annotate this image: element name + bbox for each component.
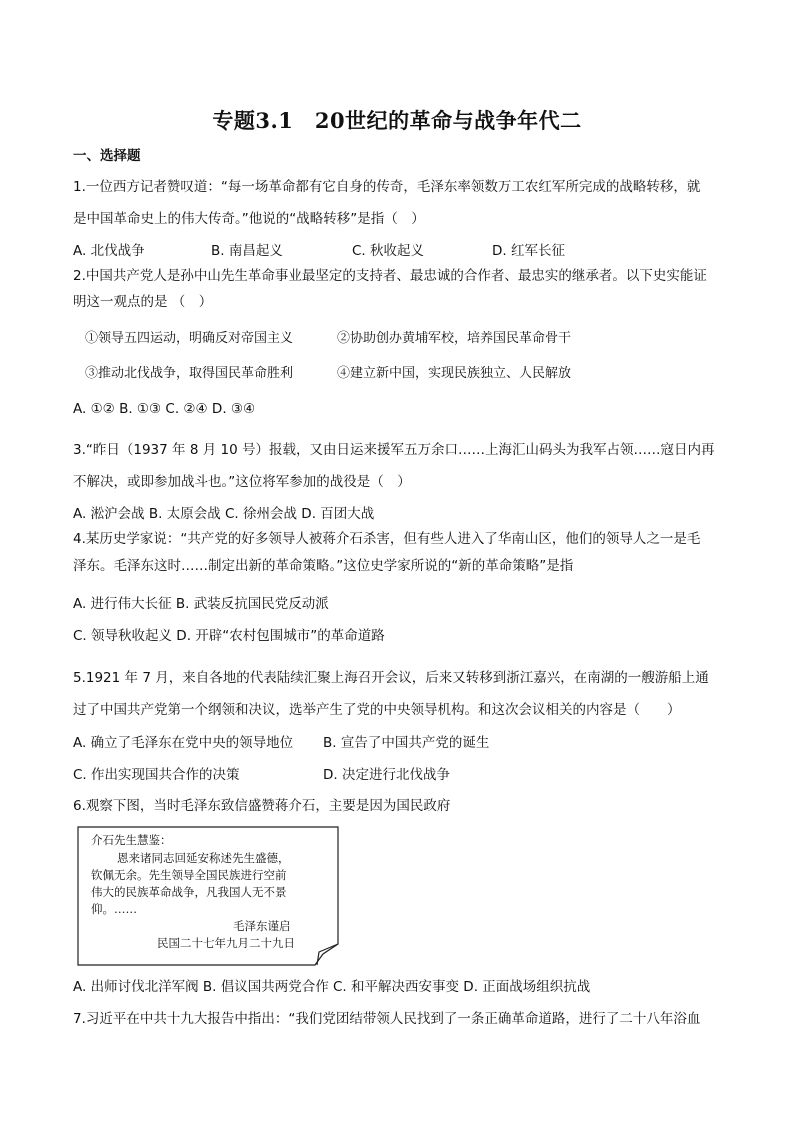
question-5-line-1: 5.1921 年 7 月，来自各地的代表陆续汇聚上海召开会议，后来又转移到浙江嘉兴，在南湖的一艘游船上通 bbox=[73, 670, 709, 686]
question-7-line-1: 7.习近平在中共十九大报告中指出：“我们党团结带领人民找到了一条正确革命道路，进行了二十八年浴血 bbox=[73, 1011, 701, 1027]
question-3-line-2: 不解决，或即参加战斗也。”这位将军参加的战役是（ ） bbox=[73, 474, 411, 490]
question-1-line-2: 是中国革命史上的伟大传奇。”他说的“战略转移”是指（ ） bbox=[73, 211, 425, 227]
letter-body-line-2: 钦佩无余。先生领导全国民族进行空前 bbox=[91, 868, 287, 882]
question-4-options-row-1: A. 进行伟大长征 B. 武装反抗国民党反动派 bbox=[73, 596, 329, 612]
letter-signature: 毛泽东谨启 bbox=[233, 919, 291, 933]
letter-date: 民国二十七年九月二十九日 bbox=[157, 936, 295, 950]
section-heading: 一、选择题 bbox=[73, 148, 141, 164]
question-2-statement-1: ①领导五四运动，明确反对帝国主义 bbox=[85, 331, 294, 346]
question-1-option-b: B. 南昌起义 bbox=[211, 243, 283, 259]
letter-body-line-1: 恩来诸同志回延安称述先生盛德， bbox=[117, 851, 290, 865]
question-2-line-2: 明这一观点的是 （ ） bbox=[73, 294, 213, 310]
page-title: 专题3.1 20世纪的革命与战争年代二 bbox=[212, 108, 582, 133]
question-2-statement-2: ②协助创办黄埔军校，培养国民革命骨干 bbox=[337, 331, 572, 346]
question-1-option-d: D. 红军长征 bbox=[492, 243, 565, 259]
question-4-line-1: 4.某历史学家说：“共产党的好多领导人被蒋介石杀害，但有些人进入了华南山区，他们的领导人之一是毛 bbox=[73, 531, 701, 547]
question-1-option-a: A. 北伐战争 bbox=[73, 243, 145, 259]
question-4-options-row-2: C. 领导秋收起义 D. 开辟“农村包围城市”的革命道路 bbox=[73, 628, 385, 644]
question-6-options: A. 出师讨伐北洋军阀 B. 倡议国共两党合作 C. 和平解决西安事变 D. 正面战场组织抗战 bbox=[73, 979, 591, 995]
letter-body-line-3: 伟大的民族革命战争，凡我国人无不景 bbox=[91, 885, 287, 899]
question-3-options: A. 淞沪会战 B. 太原会战 C. 徐州会战 D. 百团大战 bbox=[73, 506, 375, 522]
letter-figure bbox=[77, 826, 339, 966]
question-5-option-a: A. 确立了毛泽东在党中央的领导地位 bbox=[73, 735, 294, 751]
question-2-line-1: 2.中国共产党人是孙中山先生革命事业最坚定的支持者、最忠诚的合作者、最忠实的继承者。以下史实能证 bbox=[73, 268, 707, 284]
question-4-line-2: 泽东。毛泽东这时……制定出新的革命策略。”这位史学家所说的“新的革命策略”是指 bbox=[73, 558, 574, 574]
question-5-option-c: C. 作出实现国共合作的决策 bbox=[73, 767, 240, 783]
question-3-line-1: 3.“昨日（1937 年 8 月 10 号）报载，又由日运来援军五万余口……上海汇山码头为我军占领……寇日内再 bbox=[73, 442, 715, 458]
question-6-line-1: 6.观察下图，当时毛泽东致信盛赞蒋介石，主要是因为国民政府 bbox=[73, 798, 451, 814]
question-5-option-d: D. 决定进行北伐战争 bbox=[323, 767, 450, 783]
question-2-statement-4: ④建立新中国，实现民族独立、人民解放 bbox=[337, 366, 572, 381]
letter-salutation: 介石先生慧鉴： bbox=[91, 833, 172, 847]
letter-body-line-4: 仰。…… bbox=[91, 902, 137, 916]
question-2-statement-3: ③推动北伐战争，取得国民革命胜利 bbox=[85, 366, 294, 381]
question-1-option-c: C. 秋收起义 bbox=[352, 243, 425, 259]
question-5-option-b: B. 宣告了中国共产党的诞生 bbox=[323, 735, 490, 751]
question-2-options: A. ①② B. ①③ C. ②④ D. ③④ bbox=[73, 401, 256, 417]
question-1-line-1: 1.一位西方记者赞叹道：“每一场革命都有它自身的传奇，毛泽东率领数万工农红军所完成的战略转移，就 bbox=[73, 179, 701, 195]
question-5-line-2: 过了中国共产党第一个纲领和决议，选举产生了党的中央领导机构。和这次会议相关的内容是（ ） bbox=[73, 702, 681, 718]
